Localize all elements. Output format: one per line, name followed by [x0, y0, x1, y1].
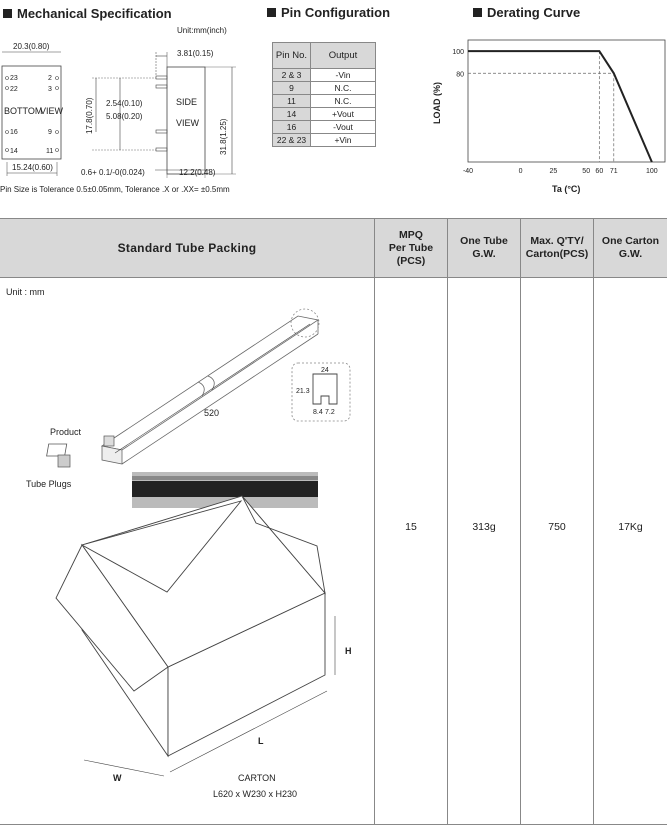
chart-xlabel: Ta (°C)	[552, 184, 581, 194]
dim-w: W	[113, 773, 122, 783]
pin-circle	[6, 87, 9, 90]
pin-table-row	[273, 69, 376, 82]
pin-circle	[56, 77, 59, 80]
pin-output: +Vin	[311, 134, 376, 147]
pin-table	[272, 42, 376, 147]
pin-no: 22 & 23	[273, 134, 311, 147]
x-tick-label: 0	[518, 168, 523, 175]
derating-chart	[428, 30, 670, 200]
y-tick-label: 100	[452, 49, 464, 57]
pin-table-row	[273, 95, 376, 108]
dim-side-width: 12.2(0.48)	[179, 168, 216, 177]
section-width: 24	[321, 367, 329, 374]
x-tick-label: 25	[549, 168, 558, 175]
pin-label: 16	[10, 129, 18, 136]
tube-pattern-photo	[132, 476, 318, 480]
section-height: 21.3	[296, 388, 310, 395]
pin-circle	[6, 149, 9, 152]
pin-no: 11	[273, 95, 311, 108]
derating-title: Derating Curve	[473, 5, 580, 20]
carton-label: CARTON	[238, 773, 276, 783]
mechanical-title: Mechanical Specification	[3, 6, 172, 21]
dim-bottom-width: 15.24(0.60)	[12, 163, 53, 172]
packing-table	[0, 218, 667, 825]
dim-l: L	[258, 736, 264, 746]
view-label: VIEW	[40, 106, 64, 116]
dim-vert1: 17.8(0.70)	[85, 97, 94, 134]
pin-stub	[156, 85, 167, 88]
packing-illustration	[0, 278, 372, 822]
pin-label: 23	[10, 75, 18, 82]
pin-config-title: Pin Configuration	[267, 5, 390, 20]
dim-pin-len: 0.6+ 0.1/-0(0.024)	[81, 168, 145, 177]
pin-header-cell: Pin No.	[273, 43, 311, 69]
tube-plug-shape	[104, 436, 114, 446]
pin-label: 3	[48, 86, 52, 93]
pin-label: 22	[10, 86, 18, 93]
pin-circle	[6, 131, 9, 134]
pin-output: N.C.	[311, 95, 376, 108]
pin-no: 16	[273, 121, 311, 134]
carton-size: L620 x W230 x H230	[213, 789, 298, 799]
standard-tube-packing-header: Standard Tube Packing	[0, 219, 374, 278]
pin-circle	[56, 149, 59, 152]
pin-stub	[156, 148, 167, 151]
product-shape	[47, 444, 67, 456]
pin-circle	[56, 87, 59, 90]
mechanical-drawing	[0, 22, 262, 202]
dim-pitch2: 5.08(0.20)	[106, 112, 143, 121]
pin-table-row	[273, 108, 376, 121]
pin-circle	[56, 131, 59, 134]
dim-h: H	[345, 646, 352, 656]
side-label: SIDE	[176, 97, 198, 107]
y-tick-label: 80	[456, 71, 464, 79]
one-tube-header: One Tube G.W.	[448, 219, 520, 278]
max-qty-header: Max. Q'TY/ Carton(PCS)	[521, 219, 593, 278]
derating-series-line	[468, 51, 652, 162]
dim-pin-offset: 3.81(0.15)	[177, 49, 214, 58]
pin-circle	[6, 77, 9, 80]
tube-plugs-label: Tube Plugs	[26, 479, 72, 489]
one-carton-header: One Carton G.W.	[594, 219, 667, 278]
chart-ylabel: LOAD (%)	[432, 82, 442, 124]
pin-table-header	[273, 43, 376, 69]
tube-section-shape	[313, 374, 337, 404]
tube-pattern-photo	[132, 481, 318, 497]
carton-drawing	[56, 496, 325, 756]
pin-output: -Vout	[311, 121, 376, 134]
tolerance-note: Pin Size is Tolerance 0.5±0.05mm, Tolerance .X or .XX= ±0.5mm	[0, 185, 230, 194]
pin-output: -Vin	[311, 69, 376, 82]
tube-plug-shape	[58, 455, 70, 467]
dim-top-width: 20.3(0.80)	[13, 42, 50, 51]
side-view-label: VIEW	[176, 118, 200, 128]
dim-height: 31.8(1.25)	[219, 118, 228, 155]
pin-stub	[156, 76, 167, 79]
chart-frame	[468, 40, 665, 162]
mpq-header: MPQ Per Tube (PCS)	[375, 219, 447, 278]
pin-table-row	[273, 82, 376, 95]
square-bullet-icon	[3, 9, 12, 18]
pin-label: 14	[10, 148, 18, 155]
x-tick-label: 100	[646, 168, 658, 175]
pin-no: 14	[273, 108, 311, 121]
pin-no: 2 & 3	[273, 69, 311, 82]
pin-no: 9	[273, 82, 311, 95]
mpq-value: 15	[405, 521, 417, 533]
pin-table-row	[273, 121, 376, 134]
pin-label: 2	[48, 75, 52, 82]
square-bullet-icon	[267, 8, 276, 17]
one-tube-value: 313g	[472, 521, 496, 533]
section-inner2: 7.2	[325, 409, 335, 416]
pin-stub	[156, 130, 167, 133]
max-qty-value: 750	[548, 521, 566, 533]
unit-label: Unit : mm	[6, 287, 45, 297]
pin-header-cell: Output	[311, 43, 376, 69]
x-tick-label: -40	[462, 168, 474, 175]
square-bullet-icon	[473, 8, 482, 17]
section-inner1: 8.4	[313, 409, 323, 416]
one-carton-value: 17Kg	[618, 521, 643, 533]
x-tick-label: 60	[595, 168, 604, 175]
pin-output: N.C.	[311, 82, 376, 95]
x-tick-label: 71	[609, 168, 618, 175]
dim-pitch1: 2.54(0.10)	[106, 99, 143, 108]
pin-table-row	[273, 134, 376, 147]
tube-length: 520	[204, 408, 220, 418]
bottom-label: BOTTOM	[4, 106, 43, 116]
pin-label: 11	[46, 148, 54, 155]
unit-note: Unit:mm(inch)	[177, 26, 227, 35]
dim-line	[115, 324, 310, 453]
product-label: Product	[50, 427, 82, 437]
pin-label: 9	[48, 129, 52, 136]
pin-output: +Vout	[311, 108, 376, 121]
dim-line	[84, 760, 164, 776]
x-tick-label: 50	[582, 168, 591, 175]
